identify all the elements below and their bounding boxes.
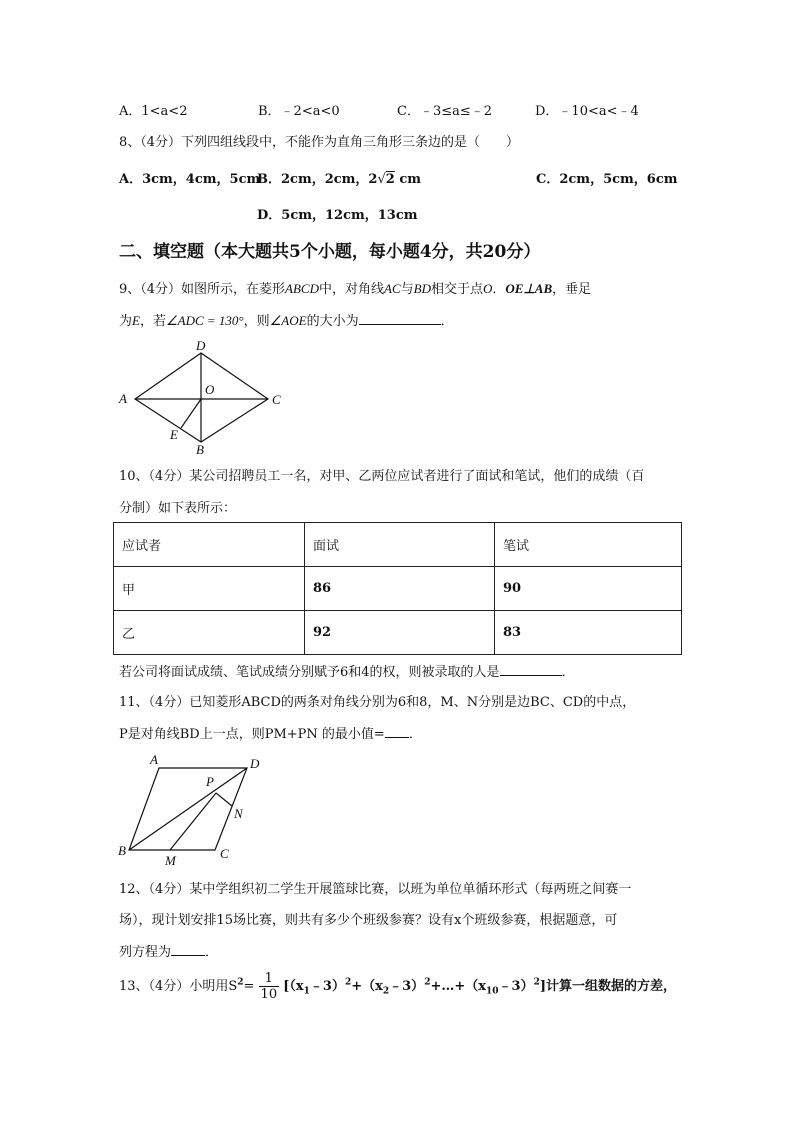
- fraction-denominator: 10: [260, 987, 278, 1002]
- q7-option-c: C．﹣3≤a≤﹣2: [397, 104, 493, 119]
- table-row: [114, 567, 682, 611]
- q9-bd: BD: [413, 281, 431, 296]
- q11-line1: 11、（4分）已知菱形ABCD的两条对角线分别为6和8，M、N分别是边BC、CD的中点，: [119, 695, 636, 710]
- q7-option-b: B．﹣2<a<0: [258, 104, 340, 119]
- q13-sub: 1: [303, 986, 310, 997]
- q13-sup: 2: [424, 977, 431, 988]
- q9-e: E: [132, 313, 140, 328]
- q13-suffix: ]计算一组数据的方差，: [539, 979, 676, 994]
- q13-term: [（x: [283, 979, 304, 994]
- q10-line2: 分制）如下表所示：: [119, 501, 237, 516]
- table-header-cell: 应试者: [114, 523, 305, 567]
- segment-pm: [170, 793, 216, 850]
- table-cell: 乙: [114, 611, 305, 655]
- q11-line2-text: P是对角线BD上一点，则PM+PN 的最小值=: [119, 727, 385, 742]
- table-cell: 86: [305, 567, 495, 611]
- q9-ac: AC: [384, 281, 401, 296]
- q13-term: +…+（x: [430, 979, 486, 994]
- q8-option-b-unit: cm: [399, 172, 422, 187]
- q12-line3: [119, 943, 218, 962]
- q12-line3-end: ．: [205, 945, 219, 960]
- q11-line2: [119, 725, 422, 744]
- q8-option-c: C．2cm，5cm，6cm: [536, 172, 678, 187]
- segment-oe: [181, 399, 201, 428]
- q12-line3-text: 列方程为: [119, 945, 172, 960]
- table-header-cell: 笔试: [495, 523, 682, 567]
- q9-text: 相交于点: [431, 282, 484, 297]
- table-header-row: [114, 523, 682, 567]
- q9-line2: [119, 312, 454, 331]
- q13-sup: 2: [533, 977, 540, 988]
- segment-pn: [216, 793, 232, 806]
- table-cell: 90: [495, 567, 682, 611]
- q8-option-a: A．3cm，4cm，5cm: [119, 172, 261, 187]
- q8-question: 8、（4分）下列四组线段中，不能作为直角三角形三条边的是（ ）: [119, 135, 520, 150]
- q13-prefix: 13、（4分）小明用S: [119, 979, 238, 994]
- q9-rhombus-figure: [112, 336, 292, 458]
- label-o: O: [205, 382, 215, 397]
- q11-rhombus-figure: [114, 752, 274, 868]
- q13-sup: 2: [344, 977, 352, 988]
- section2-heading: 二、填空题（本大题共5个小题，每小题4分，共20分）: [119, 242, 541, 262]
- q13-term: ﹣3）: [389, 979, 425, 994]
- q13-sub: 10: [486, 986, 499, 997]
- answer-blank[interactable]: [171, 943, 205, 956]
- q8-option-b-radicand: 2: [385, 172, 395, 187]
- q7-option-d: D．﹣10<a<﹣4: [535, 104, 639, 119]
- q13-term: ﹣3）: [498, 979, 534, 994]
- q7-option-a: A．1<a<2: [119, 104, 188, 119]
- label-c: C: [220, 846, 229, 861]
- q13-term: +（x: [351, 979, 383, 994]
- q13-line: [119, 969, 676, 1005]
- answer-blank[interactable]: [359, 312, 441, 325]
- label-c: C: [272, 392, 281, 407]
- label-n: N: [234, 806, 243, 821]
- q8-option-b-prefix: B．2cm，2cm，2: [257, 172, 378, 187]
- q13-sup: 2: [237, 977, 244, 988]
- label-b: B: [118, 843, 126, 858]
- q10-after-end: ．: [561, 665, 575, 680]
- q9-text: ，则: [243, 314, 270, 329]
- table-header-cell: 面试: [305, 523, 495, 567]
- label-d: D: [250, 756, 260, 771]
- sqrt-symbol: √: [377, 172, 386, 187]
- q9-line1: [119, 280, 591, 299]
- q9-angle-aoe: ∠AOE: [269, 313, 307, 328]
- answer-blank[interactable]: [385, 725, 409, 738]
- label-p: P: [206, 774, 214, 789]
- q10-after-text: 若公司将面试成绩、笔试成绩分别赋予6和4的权，则被录取的人是: [119, 665, 500, 680]
- q9-text: ．: [440, 314, 454, 329]
- table-cell: 83: [495, 611, 682, 655]
- fraction-one-tenth: [259, 971, 280, 1002]
- label-e: E: [170, 427, 178, 442]
- q10-line1: 10、（4分）某公司招聘员工一名，对甲、乙两位应试者进行了面试和笔试，他们的成绩（百: [119, 469, 645, 484]
- table-row: [114, 611, 682, 655]
- q12-line2: 场），现计划安排15场比赛，则共有多少个班级参赛？设有x个班级参赛，根据题意，可: [119, 913, 618, 928]
- q10-after: [119, 663, 575, 682]
- q13-term: ﹣3）: [309, 979, 345, 994]
- q9-text: 的大小为: [306, 314, 359, 329]
- q9-text: 与: [400, 282, 414, 297]
- label-m: M: [165, 853, 176, 868]
- diagonal-bd: [129, 768, 247, 850]
- q9-text: 中，对角线: [319, 282, 385, 297]
- q12-line1: 12、（4分）某中学组织初二学生开展篮球比赛，以班为单位单循环形式（每两班之间赛一: [119, 882, 632, 897]
- label-b: B: [196, 442, 204, 457]
- q9-abcd: ABCD: [285, 281, 319, 296]
- table-cell: 92: [305, 611, 495, 655]
- label-a: A: [119, 391, 127, 406]
- q9-text: ，若: [139, 314, 166, 329]
- label-d: D: [196, 338, 206, 353]
- q8-option-b: [257, 171, 421, 189]
- fraction-numerator: 1: [259, 971, 280, 987]
- q9-text: 9、（4分）如图所示，在菱形: [119, 282, 286, 297]
- label-a: A: [150, 752, 158, 767]
- q8-option-d: D．5cm，12cm，13cm: [257, 208, 418, 223]
- q9-text: ．: [492, 282, 506, 297]
- q9-oe-perp-ab: OE⊥AB: [505, 281, 553, 296]
- q11-line2-end: ．: [408, 727, 422, 742]
- q13-eq: =: [243, 979, 255, 994]
- answer-blank[interactable]: [500, 663, 562, 676]
- q9-text: ，垂足: [552, 282, 592, 297]
- table-cell: 甲: [114, 567, 305, 611]
- score-table: [113, 522, 682, 655]
- q9-o: O: [483, 281, 493, 296]
- q9-text: 为: [119, 314, 133, 329]
- q9-angle-adc: ∠ADC = 130°: [165, 313, 244, 328]
- q13-sub: 2: [382, 986, 390, 997]
- q13-formula: [283, 977, 676, 997]
